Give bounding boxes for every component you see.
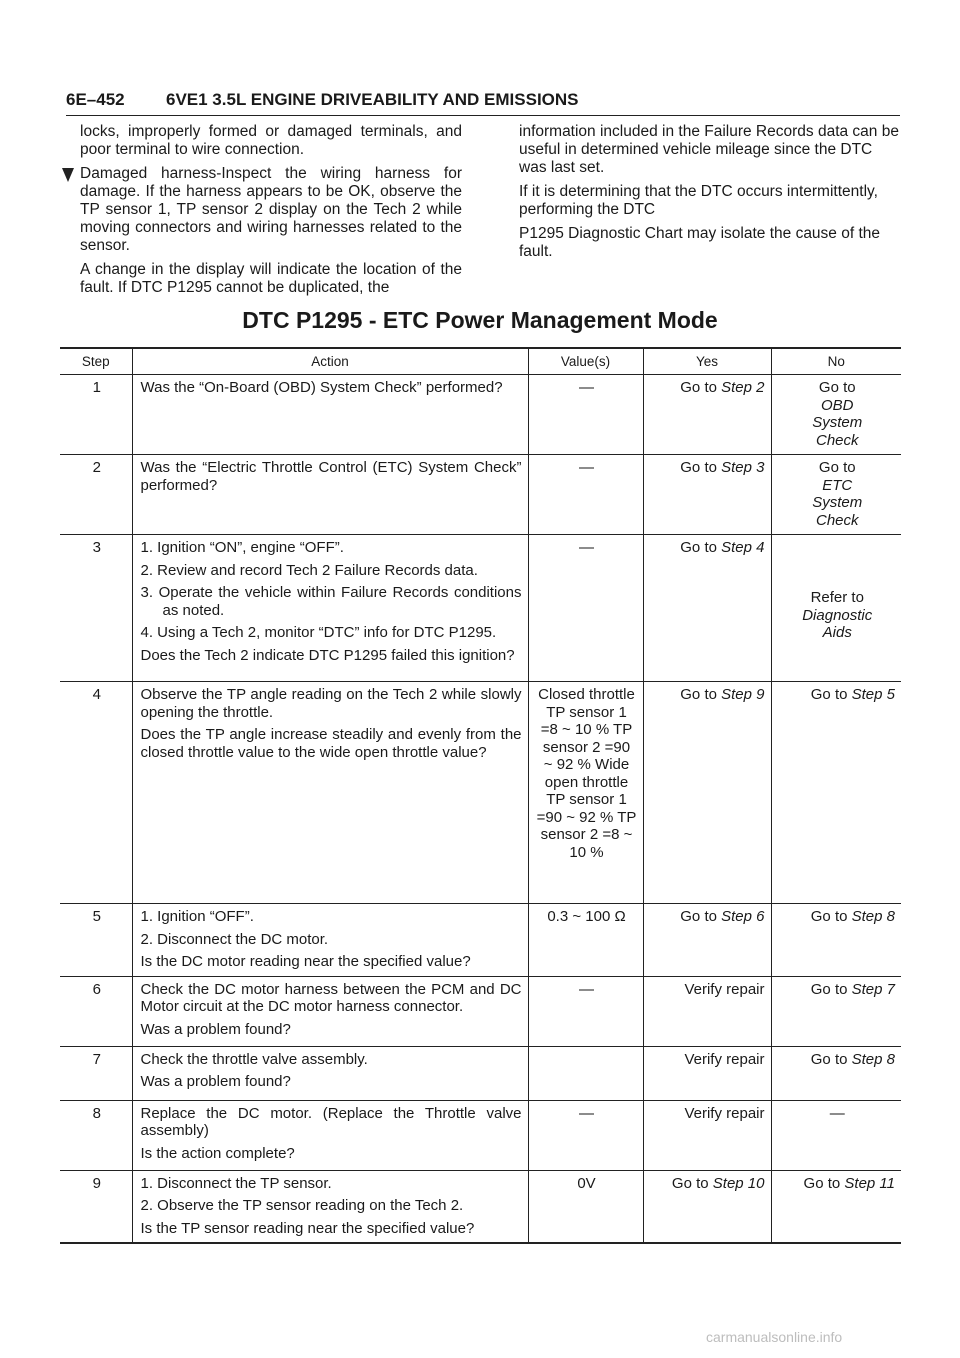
intro-paragraph: locks, improperly formed or damaged terminals, and poor terminal to wire connection. bbox=[80, 123, 462, 158]
table-row bbox=[60, 375, 901, 455]
table-row bbox=[60, 976, 901, 1046]
value-cell: 0V bbox=[528, 1170, 643, 1243]
no-cell bbox=[771, 976, 901, 1046]
action-line: Is the action complete? bbox=[140, 1144, 295, 1162]
step-cell: 5 bbox=[60, 904, 132, 977]
step-cell: 6 bbox=[60, 976, 132, 1046]
action-line: Is the DC motor reading near the specified value? bbox=[140, 953, 471, 970]
value-cell: — bbox=[528, 535, 643, 682]
value-cell: Closed throttle TP sensor 1 =8 ~ 10 % TP sensor 2 =90 ~ 92 % Wide open throttle TP sensor 1 =90 ~ 92 % TP sensor 2 =8 ~ 10 % bbox=[528, 682, 643, 904]
value-cell: — bbox=[528, 375, 643, 455]
action-line: 4. Using a Tech 2, monitor “DTC” info for DTC P1295. bbox=[140, 624, 497, 641]
action-line: Does the Tech 2 indicate DTC P1295 failed this ignition? bbox=[140, 646, 515, 664]
action-cell bbox=[132, 535, 528, 682]
yes-step-link[interactable]: Step 9 bbox=[721, 686, 765, 703]
yes-text: Go to bbox=[680, 379, 722, 396]
intro-paragraph: A change in the display will indicate the location of the fault. If DTC P1295 cannot be duplicated, the bbox=[80, 261, 462, 296]
action-cell bbox=[132, 904, 528, 977]
no-cell bbox=[771, 455, 901, 535]
table-row bbox=[60, 904, 901, 977]
section-title: 6VE1 3.5L ENGINE DRIVEABILITY AND EMISSIONS bbox=[166, 90, 579, 109]
table-row bbox=[60, 1046, 901, 1100]
header-values: Value(s) bbox=[528, 348, 643, 375]
no-cell bbox=[771, 1100, 901, 1170]
triangle-bullet-icon bbox=[62, 168, 74, 182]
action-line: 2. Observe the TP sensor reading on the Tech 2. bbox=[140, 1197, 464, 1214]
action-line: 1. Ignition “OFF”. bbox=[140, 908, 254, 925]
no-cell bbox=[771, 1046, 901, 1100]
yes-text: Go to bbox=[680, 686, 722, 703]
value-cell: — bbox=[528, 1100, 643, 1170]
yes-cell bbox=[643, 375, 771, 455]
step-cell: 3 bbox=[60, 535, 132, 682]
page-header bbox=[66, 90, 579, 110]
no-text: Go to bbox=[810, 980, 852, 998]
intro-right-column bbox=[519, 123, 901, 267]
step-cell: 1 bbox=[60, 375, 132, 455]
action-line: Was the “On-Board (OBD) System Check” performed? bbox=[140, 379, 503, 396]
step-cell: 7 bbox=[60, 1046, 132, 1100]
yes-cell bbox=[643, 1100, 771, 1170]
action-line: Does the TP angle increase steadily and evenly from the closed throttle value to the wide open throttle value? bbox=[140, 726, 522, 761]
no-step-link[interactable]: Step 11 bbox=[844, 1174, 895, 1192]
action-line: Replace the DC motor. (Replace the Throttle valve assembly) bbox=[140, 1104, 522, 1139]
action-line: 2. Review and record Tech 2 Failure Records data. bbox=[140, 561, 478, 579]
action-line: Check the throttle valve assembly. bbox=[140, 1050, 368, 1068]
action-line: 3. Operate the vehicle within Failure Records conditions as noted. bbox=[140, 584, 522, 619]
bullet-item bbox=[80, 165, 462, 255]
no-step-link[interactable]: ETC System Check bbox=[812, 476, 863, 529]
yes-text: Go to bbox=[680, 908, 722, 925]
no-cell bbox=[771, 904, 901, 977]
yes-text: Verify repair bbox=[684, 1104, 765, 1122]
action-line: Check the DC motor harness between the PCM and DC Motor circuit at the DC motor harness connector. bbox=[140, 980, 522, 1015]
action-line: Was the “Electric Throttle Control (ETC) System Check” performed? bbox=[140, 459, 522, 494]
yes-text: Go to bbox=[671, 1174, 713, 1192]
yes-step-link[interactable]: Step 4 bbox=[721, 539, 765, 556]
action-line: 1. Disconnect the TP sensor. bbox=[140, 1174, 332, 1192]
intro-paragraph: information included in the Failure Records data can be useful in determined vehicle mileage since the DTC was last set. bbox=[519, 123, 899, 176]
step-cell: 2 bbox=[60, 455, 132, 535]
action-cell bbox=[132, 1046, 528, 1100]
yes-text: Go to bbox=[680, 539, 722, 556]
yes-cell bbox=[643, 1170, 771, 1243]
table-row bbox=[60, 535, 901, 682]
no-text: Refer to bbox=[810, 589, 864, 607]
intro-left-column bbox=[80, 123, 462, 303]
no-step-link[interactable]: Step 5 bbox=[851, 686, 895, 703]
no-step-link[interactable]: Step 8 bbox=[851, 1050, 895, 1068]
action-line: 2. Disconnect the DC motor. bbox=[140, 930, 329, 948]
action-cell bbox=[132, 1170, 528, 1243]
yes-text: Verify repair bbox=[684, 1050, 765, 1068]
action-cell bbox=[132, 682, 528, 904]
page-number: 6E–452 bbox=[66, 90, 125, 109]
step-cell: 4 bbox=[60, 682, 132, 904]
value-cell: 0.3 ~ 100 Ω bbox=[528, 904, 643, 977]
value-cell bbox=[528, 1046, 643, 1100]
no-text: Go to bbox=[810, 1050, 852, 1068]
yes-cell bbox=[643, 1046, 771, 1100]
table-row bbox=[60, 1100, 901, 1170]
no-cell bbox=[771, 375, 901, 455]
no-cell bbox=[771, 535, 901, 682]
table-row bbox=[60, 1170, 901, 1243]
yes-step-link[interactable]: Step 2 bbox=[721, 379, 765, 396]
no-text: Go to bbox=[803, 1174, 845, 1192]
table-header-row bbox=[60, 348, 901, 375]
yes-cell bbox=[643, 976, 771, 1046]
no-cell bbox=[771, 1170, 901, 1243]
action-cell bbox=[132, 375, 528, 455]
yes-text: Verify repair bbox=[684, 980, 765, 998]
action-line: 1. Ignition “ON”, engine “OFF”. bbox=[140, 539, 344, 556]
action-cell bbox=[132, 1100, 528, 1170]
action-cell bbox=[132, 455, 528, 535]
no-text: — bbox=[829, 1104, 845, 1122]
yes-cell bbox=[643, 535, 771, 682]
step-cell: 9 bbox=[60, 1170, 132, 1243]
bullet-text: Damaged harness-Inspect the wiring harness for damage. If the harness appears to be OK, observe the TP sensor 1, TP sensor 2 display on the Tech 2 while moving connectors and wiring harnesses related to the sensor. bbox=[80, 165, 462, 254]
value-cell: — bbox=[528, 976, 643, 1046]
action-line: Observe the TP angle reading on the Tech 2 while slowly opening the throttle. bbox=[140, 686, 522, 721]
diagnostic-table bbox=[60, 347, 901, 1244]
yes-step-link[interactable]: Step 6 bbox=[721, 908, 765, 925]
intro-paragraph: P1295 Diagnostic Chart may isolate the cause of the fault. bbox=[519, 225, 881, 260]
value-cell: — bbox=[528, 455, 643, 535]
action-line: Was a problem found? bbox=[140, 1073, 291, 1090]
no-text: Go to bbox=[810, 908, 852, 925]
table-row bbox=[60, 455, 901, 535]
watermark: carmanualsonline.info bbox=[706, 1329, 843, 1345]
no-step-link[interactable]: Step 8 bbox=[851, 908, 895, 925]
yes-step-link[interactable]: Step 3 bbox=[721, 459, 765, 476]
no-step-link[interactable]: Diagnostic Aids bbox=[802, 606, 873, 642]
no-step-link[interactable]: Step 7 bbox=[851, 980, 895, 998]
header-no: No bbox=[771, 348, 901, 375]
yes-text: Go to bbox=[680, 459, 722, 476]
header-yes: Yes bbox=[643, 348, 771, 375]
yes-step-link[interactable]: Step 10 bbox=[712, 1174, 765, 1192]
action-line: Is the TP sensor reading near the specified value? bbox=[140, 1219, 475, 1237]
header-action: Action bbox=[132, 348, 528, 375]
no-cell bbox=[771, 682, 901, 904]
action-line: Was a problem found? bbox=[140, 1020, 291, 1038]
no-text: Go to bbox=[810, 686, 852, 703]
header-rule bbox=[66, 115, 900, 116]
no-step-link[interactable]: OBD System Check bbox=[812, 396, 863, 449]
yes-cell bbox=[643, 455, 771, 535]
yes-cell bbox=[643, 904, 771, 977]
table-row bbox=[60, 682, 901, 904]
yes-cell bbox=[643, 682, 771, 904]
action-cell bbox=[132, 976, 528, 1046]
chart-title: DTC P1295 - ETC Power Management Mode bbox=[242, 307, 718, 333]
no-text: Go to bbox=[818, 459, 856, 476]
step-cell: 8 bbox=[60, 1100, 132, 1170]
header-step: Step bbox=[60, 348, 132, 375]
intro-paragraph: If it is determining that the DTC occurs intermittently, performing the DTC bbox=[519, 183, 878, 218]
no-text: Go to bbox=[818, 379, 856, 396]
